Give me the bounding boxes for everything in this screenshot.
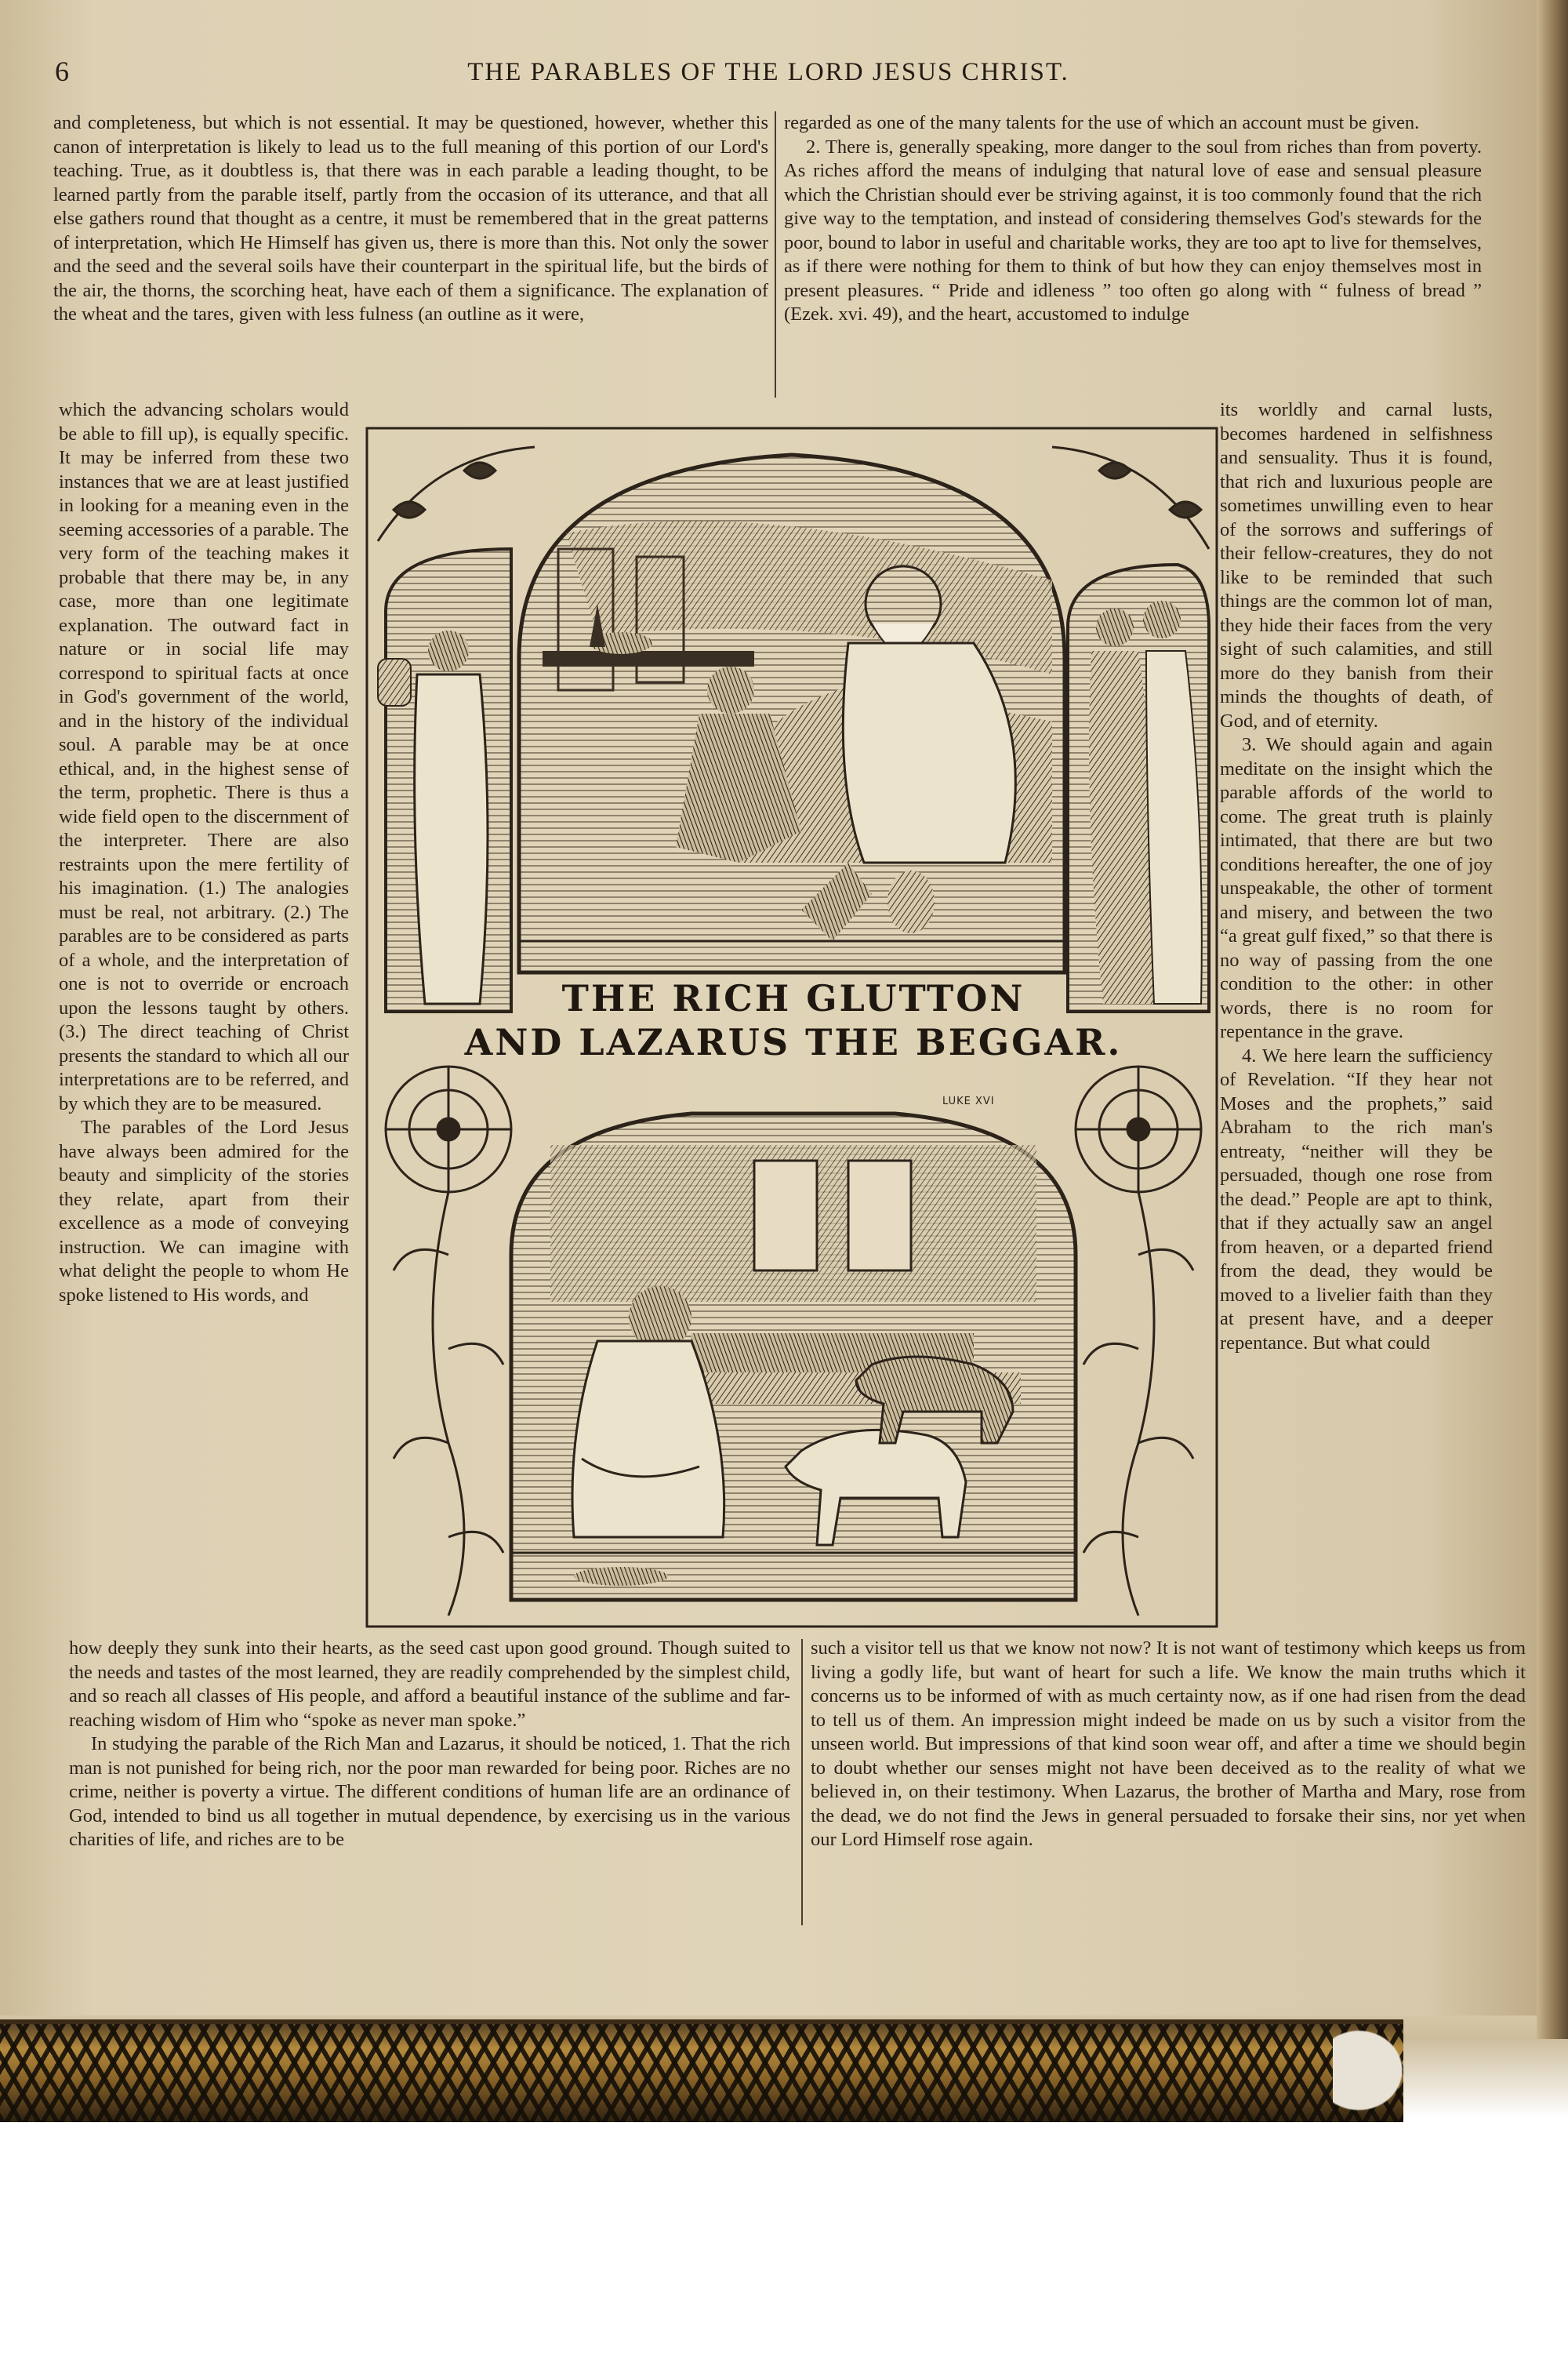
moses-with-tablets-figure xyxy=(378,549,511,1012)
paragraph: its worldly and carnal lusts, becomes hardened in selfishness and sensuality. Thus it is found, that rich and luxurious people are sometimes unwilling even to hear of the sorrows and sufferings of their fellow-creatures, they do not like to be reminded that such things are the common lot of man, they hide their faces from the very sight of such calamities, and still more do they banish from their minds the thoughts of death, of God, and of eternity. xyxy=(1220,399,1493,732)
engraving-rich-man-and-lazarus xyxy=(362,423,1221,1631)
binding-worn-corner xyxy=(1333,2016,1419,2125)
text-left-bottom xyxy=(69,1637,790,1852)
running-head: THE PARABLES OF THE LORD JESUS CHRIST. xyxy=(467,58,1069,86)
paragraph: The parables of the Lord Jesus have always been admired for the beauty and simplicity of the stories they relate, apart from their excellence as a mode of conveying instruction. We can imagine with what delight the people to whom He spoke listened to His words, and xyxy=(59,1117,349,1306)
paragraph: and completeness, but which is not essential. It may be questioned, however, whether this canon of interpretation is likely to lead us to the full meaning of this portion of our Lord's teaching. True, as it doubtless is, that there was in each parable a leading thought, to be learned partly from the parable itself, partly from the occasion of its utterance, and that all else gathers round that thought as a centre, it must be remembered that in the great patterns of interpretation, which He Himself has given us, there is more than this. Not only the sower and the seed and the several soils have their counterpart in the spiritual life, but the birds of the air, the thorns, the scorching heat, have each of them a significance. The explanation of the wheat and the tares, given with less fulness (an outline as it were, xyxy=(53,112,768,325)
paragraph: In studying the parable of the Rich Man and Lazarus, it should be noticed, 1. That the rich man is not punished for being rich, nor the poor man rewarded for being poor. Riches are no crime, neither is poverty a virtue. The different conditions of human life are an ordinance of God, intended to bind us all together in mutual dependence, by exercising us in the various charities of life, and riches are to be xyxy=(69,1733,790,1850)
text-right-narrow xyxy=(1220,398,1493,1355)
paragraph: such a visitor tell us that we know not now? It is not want of testimony which keeps us from living a godly life, but want of heart for such a life. We know the main truths which it concerns us to be informed of with as much certainty now, as if one had risen from the dead to tell us of them. An impression might indeed be made on us by such a visitor from the unseen world. But impressions of that kind soon wear off, and after a time we should begin to doubt whether our senses might not have been deceived as to the reality of what we believed in, on their testimony. When Lazarus, the brother of Martha and Mary, rose from the dead, we do not find the Jews in general persuaded to forsake their sins, nor yet when our Lord Himself rose again. xyxy=(811,1637,1526,1850)
paragraph: 3. We should again and again meditate on the insight which the parable affords of the world to come. The great truth is plainly intimated, that there are but two conditions hereafter, the one of joy unspeakable, the other of torment and misery, and between the two “a great gulf fixed,” so that there is no way of passing from the one condition to the other: in other words, there is no room for repentance in the grave. xyxy=(1220,734,1493,1042)
page-number: 6 xyxy=(55,56,69,87)
column-rule-bottom xyxy=(801,1639,803,1925)
rosette-ornament-left xyxy=(386,1067,511,1616)
onlookers-figures xyxy=(1068,565,1209,1012)
paragraph: how deeply they sunk into their hearts, as the seed cast upon good ground. Though suited to the needs and tastes of the most learned, they are readily comprehended by the simplest child, and so reach all classes of His people, and afford a beautiful instance of the sublime and far-reaching wisdom of Him who “spoke as never man spoke.” xyxy=(69,1637,790,1731)
paragraph: which the advancing scholars would be able to fill up), is equally specific. It may be inferred from these two instances that we are at least justified in looking for a meaning even in the seeming accessories of a parable. The very form of the teaching makes it probable that there may be, in any case, more than one legitimate explanation. The outward fact in nature or in social life may correspond to spiritual facts at once in God's government of the world, and in the history of the individual soul. A parable may be at once ethical, and, in the highest sense of the term, prophetic. There is thus a wide field open to the discernment of the interpreter. There are also restraints upon the mere fertility of his imagination. (1.) The analogies must be real, not arbitrary. (2.) The parables are to be considered as parts of a whole, and the interpretation of one is not to override or encroach upon the lessons taught by others. (3.) The direct teaching of Christ presents the standard to which all our interpretations are to be referred, and by which they are to be measured. xyxy=(59,399,349,1114)
text-right-top xyxy=(784,111,1482,327)
column-rule-top xyxy=(775,111,776,398)
illustration-title-line1: THE RICH GLUTTON xyxy=(561,977,1025,1020)
banquet-scene xyxy=(519,455,1065,972)
illustration-reference: LUKE XVI xyxy=(942,1096,995,1107)
lazarus-and-dogs-scene xyxy=(511,1114,1076,1600)
paragraph: 2. There is, generally speaking, more danger to the soul from riches than from poverty. As riches afford the means of indulging that natural love of ease and sensual pleasure which the Christian should ever be striving against, it is too commonly found that the rich give way to the temptation, and instead of considering themselves God's stewards for the poor, bound to labor in useful and charitable works, they are too apt to live for themselves, as if there were nothing for them to think of but how they can enjoy themselves most in present pleasures. “ Pride and idleness ” too often go along with “ fulness of bread ” (Ezek. xvi. 49), and the heart, accustomed to indulge xyxy=(784,136,1482,325)
text-right-bottom xyxy=(811,1637,1526,1852)
paragraph: regarded as one of the many talents for the use of which an account must be given. xyxy=(784,112,1420,133)
text-left-narrow xyxy=(59,398,349,1307)
illustration-title xyxy=(456,976,1131,1064)
page-edge xyxy=(1537,0,1568,2039)
text-left-top xyxy=(53,111,768,327)
paragraph: 4. We here learn the sufficiency of Revelation. “If they hear not Moses and the prophets,” said Abraham to the rich man's entreaty, “neither will they be persuaded, though one rose from the dead.” People are apt to think, that if they actually saw an angel from heaven, or a departed friend from the dead, they would be moved to a livelier faith than they at present have, and a deeper repentance. But what could xyxy=(1220,1045,1493,1354)
page-header xyxy=(55,55,1482,94)
illustration-title-line2: AND LAZARUS THE BEGGAR. xyxy=(464,1021,1123,1063)
rosette-ornament-right xyxy=(1076,1067,1201,1616)
book-binding-border xyxy=(0,2019,1403,2122)
